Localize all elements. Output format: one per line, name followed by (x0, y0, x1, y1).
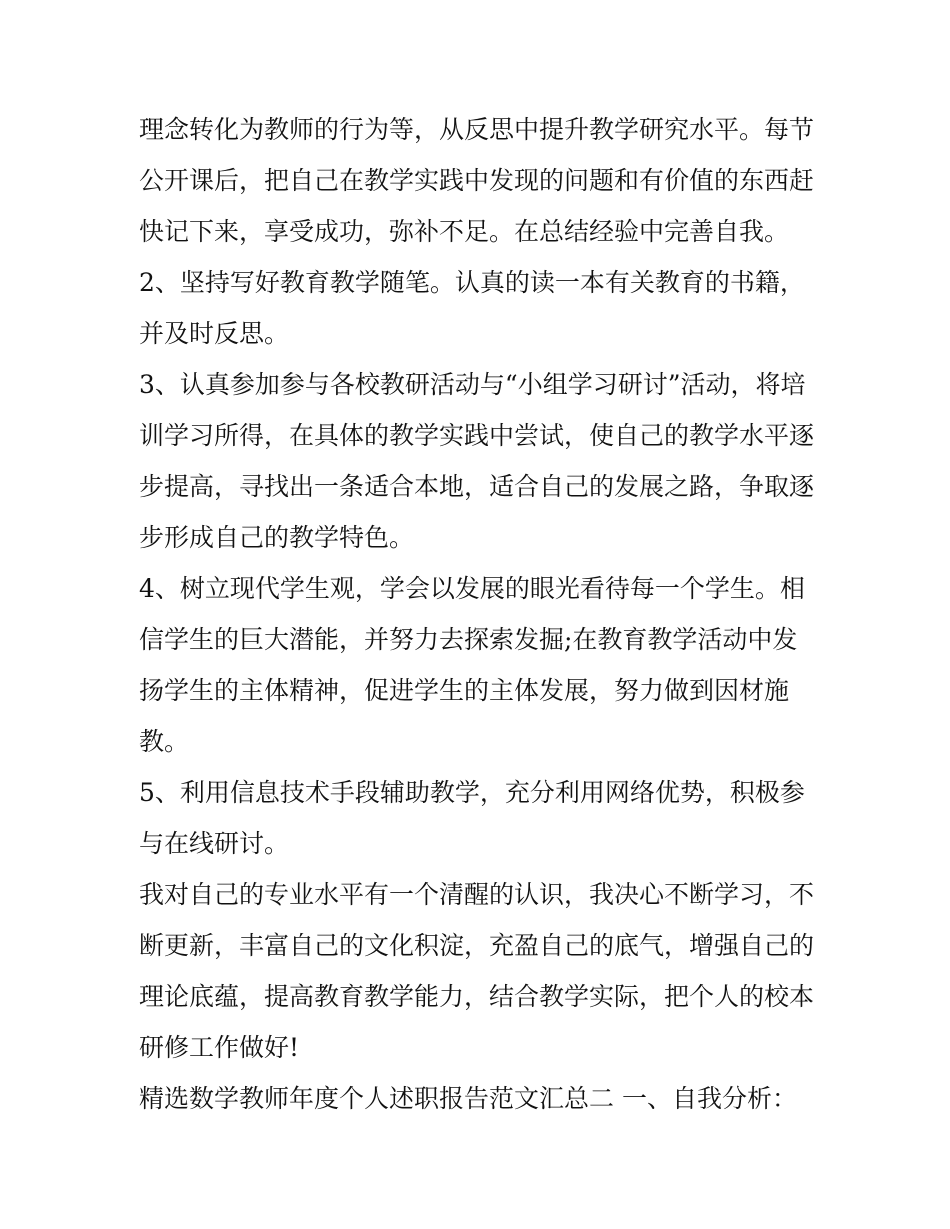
text-line: 训学习所得，在具体的教学实践中尝试，使自己的教学水平逐 (139, 421, 815, 450)
text-line: 教。 (139, 727, 190, 756)
text-line: 3、认真参加参与各校教研活动与“小组学习研讨”活动，将培 (139, 370, 806, 399)
text-line: 研修工作做好! (139, 1033, 300, 1062)
text-line: 并及时反思。 (139, 319, 290, 348)
document-body (139, 104, 819, 1124)
text-line: 与在线研讨。 (139, 829, 290, 858)
text-line: 公开课后，把自己在教学实践中发现的问题和有价值的东西赶 (139, 166, 815, 195)
text-line: 扬学生的主体精神，促进学生的主体发展，努力做到因材施 (139, 676, 790, 705)
text-line: 我对自己的专业水平有一个清醒的认识，我决心不断学习，不 (139, 880, 815, 909)
text-line: 精选数学教师年度个人述职报告范文汇总二 一、自我分析： (139, 1084, 797, 1113)
text-line: 理论底蕴，提高教育教学能力，结合教学实际，把个人的校本 (139, 982, 815, 1011)
text-line: 步形成自己的教学特色。 (139, 523, 415, 552)
text-line: 2、坚持写好教育教学随笔。认真的读一本有关教育的书籍， (139, 268, 805, 297)
text-line: 步提高，寻找出一条适合本地，适合自己的发展之路，争取逐 (139, 472, 815, 501)
text-line: 断更新，丰富自己的文化积淀，充盈自己的底气，增强自己的 (139, 931, 815, 960)
text-line: 快记下来，享受成功，弥补不足。在总结经验中完善自我。 (139, 217, 790, 246)
text-line: 4、树立现代学生观，学会以发展的眼光看待每一个学生。相 (139, 574, 805, 603)
text-line: 理念转化为教师的行为等，从反思中提升教学研究水平。每节 (139, 115, 815, 144)
text-line: 信学生的巨大潜能，并努力去探索发掘;在教育教学活动中发 (139, 625, 798, 654)
text-line: 5、利用信息技术手段辅助教学，充分利用网络优势，积极参 (139, 778, 805, 807)
